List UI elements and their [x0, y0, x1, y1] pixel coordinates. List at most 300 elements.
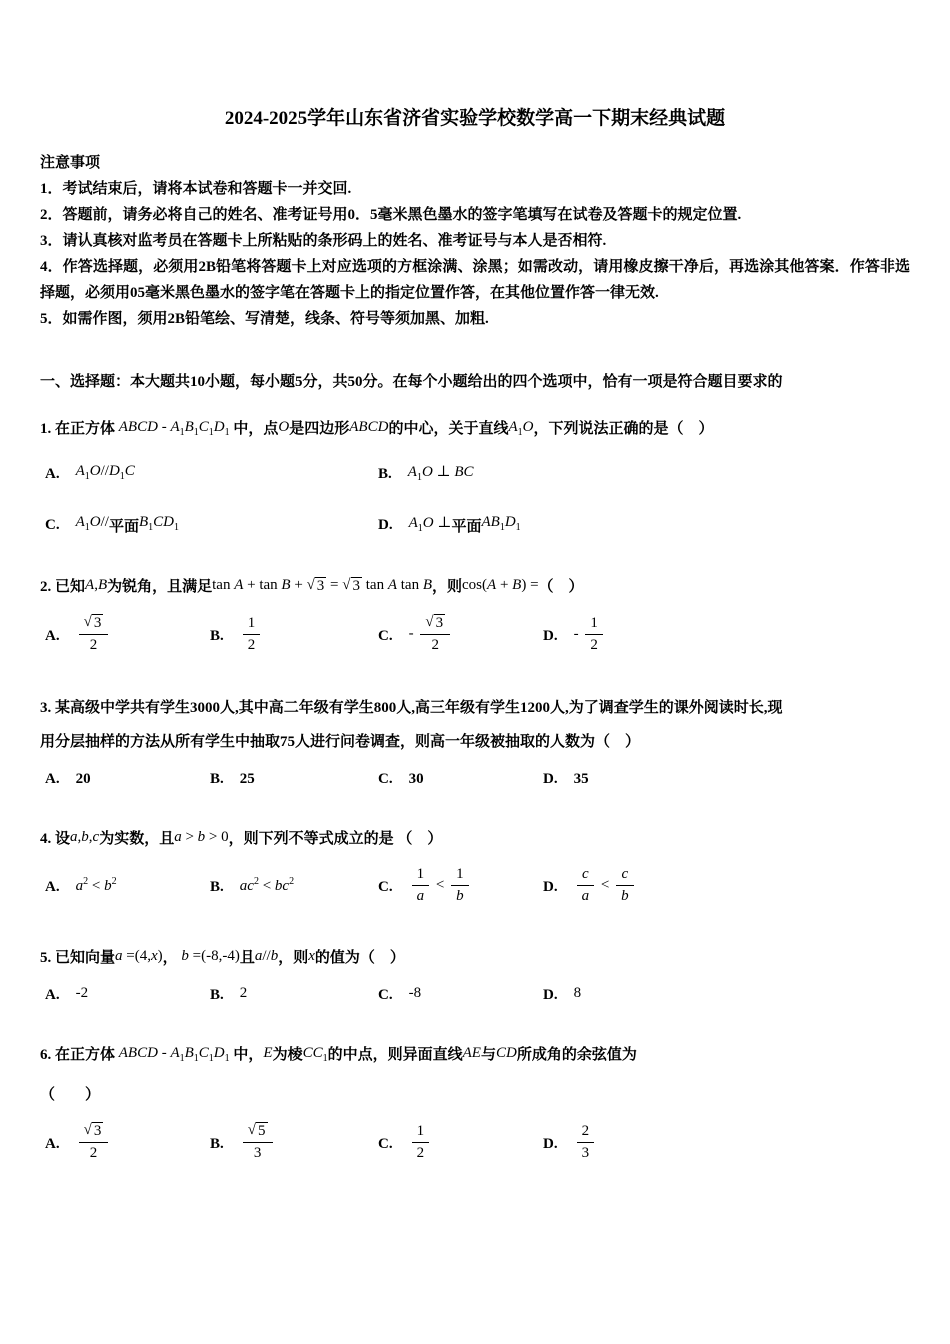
math-text: 2: [590, 636, 598, 653]
math-var: CD: [495, 1045, 517, 1061]
math-var: b: [456, 887, 464, 904]
math-var: A: [170, 419, 180, 435]
fraction: [451, 866, 469, 906]
question-2: [40, 570, 910, 657]
option-b: [373, 464, 910, 485]
math-text: =: [326, 577, 343, 593]
subscript: 1: [322, 1053, 328, 1064]
text-run: 25: [239, 770, 255, 787]
option-content: [574, 1122, 598, 1165]
notes-header: 注意事项: [40, 155, 101, 171]
math-text: -8: [408, 985, 422, 1001]
math-formula: [118, 1045, 230, 1064]
text-run: ，则: [278, 950, 309, 966]
math-formula: [496, 1045, 517, 1061]
radical-sign: √: [306, 577, 315, 593]
fraction: [616, 866, 634, 906]
text-run: （ ）: [40, 1087, 101, 1103]
option-c: [40, 515, 373, 536]
option-label: B.: [378, 466, 392, 482]
radicand: [256, 1122, 268, 1140]
math-var: D: [213, 419, 225, 435]
function-name: tan: [212, 577, 231, 593]
option-label: B.: [210, 627, 224, 644]
function-name: tan: [259, 577, 278, 593]
option-label: A.: [45, 466, 60, 482]
text-run: 20: [75, 770, 91, 787]
denominator: [577, 1143, 595, 1162]
math-var: ABCD: [349, 419, 389, 435]
option-label: C.: [378, 987, 393, 1003]
math-text: +: [243, 577, 260, 593]
math-var: D: [213, 1045, 225, 1061]
question-stem: [40, 412, 910, 452]
option-content: [76, 771, 91, 788]
option-label: C.: [45, 517, 60, 533]
option-content: [76, 616, 112, 657]
denominator: [412, 1143, 430, 1162]
numerator: [412, 1123, 430, 1143]
option-c: [373, 771, 538, 788]
function-name: tan: [400, 577, 420, 593]
math-text: <: [432, 876, 449, 893]
math-formula: [255, 948, 278, 964]
subscript: 1: [179, 1053, 185, 1064]
text-run: 是四边形: [289, 421, 350, 437]
text-run: 1. 在正方体: [40, 421, 119, 437]
numerator: [79, 614, 109, 635]
question-stem: [40, 1078, 910, 1112]
math-text: 1: [456, 865, 464, 882]
math-text: 3: [93, 615, 102, 631]
option-label: C.: [378, 770, 393, 787]
text-run: ，: [162, 950, 182, 966]
option-content: [574, 865, 637, 908]
text-run: 与: [480, 1047, 496, 1063]
math-var: a: [581, 887, 590, 904]
denominator: [412, 886, 430, 905]
subscript: 1: [119, 471, 125, 482]
text-run: 平面: [108, 519, 139, 535]
question-stem: [40, 822, 910, 856]
square-root: [84, 1122, 104, 1140]
radicand: [315, 577, 327, 595]
text-run: ，则: [432, 579, 463, 595]
note-item: 3．请认真核对监考员在答题卡上所粘贴的条形码上的姓名、准考证号与本人是否相符.: [40, 233, 607, 249]
option-d: [538, 1122, 910, 1165]
math-text: 5: [258, 1123, 266, 1139]
radicand: [351, 577, 363, 595]
math-var: A: [75, 514, 85, 530]
math-var: B: [512, 577, 522, 593]
math-text: 1: [416, 865, 425, 882]
text-run: 所成角的余弦值为: [516, 1047, 637, 1063]
text-run: 6. 在正方体: [40, 1047, 119, 1063]
math-text: -: [408, 625, 418, 642]
math-var: AB: [481, 514, 500, 530]
text-run: 为锐角，且满足: [107, 579, 213, 595]
text-run: 的值为（ ）: [314, 950, 405, 966]
math-text: 2: [89, 637, 98, 654]
option-content: [240, 987, 248, 1004]
math-formula: [181, 948, 239, 964]
option-content: [573, 614, 606, 657]
superscript: 2: [253, 875, 259, 887]
math-formula: [240, 985, 248, 1002]
math-var: b: [197, 828, 206, 845]
math-var: A: [508, 419, 518, 435]
math-formula: [574, 1123, 598, 1163]
subscript: 1: [179, 427, 185, 438]
math-formula: [76, 514, 109, 533]
math-var: A: [407, 464, 417, 480]
math-formula: [409, 614, 453, 655]
option-a: [40, 616, 205, 657]
numerator: [79, 1122, 109, 1143]
math-text: 2: [239, 985, 248, 1001]
math-text: //: [100, 514, 109, 530]
option-b: [205, 987, 373, 1004]
math-text: ⊥: [433, 515, 452, 531]
option-label: A.: [45, 627, 60, 644]
math-formula: [409, 1123, 433, 1163]
math-text: 2: [416, 1144, 425, 1161]
math-text: ,: [88, 828, 93, 845]
option-content: [76, 465, 135, 484]
radical-sign: √: [342, 577, 351, 593]
math-var: C: [198, 419, 209, 435]
option-a: [40, 465, 373, 484]
fraction: [577, 866, 595, 906]
math-text: -2: [75, 985, 89, 1001]
math-text: <: [88, 877, 105, 894]
math-var: CD: [153, 514, 174, 530]
option-label: B.: [210, 770, 224, 787]
text-run: 35: [573, 770, 589, 787]
math-formula: [240, 1122, 276, 1163]
square-root: [307, 577, 327, 595]
questions-list: [40, 412, 910, 1165]
math-var: B: [281, 577, 291, 593]
math-var: c: [582, 865, 589, 882]
notes-list: [40, 176, 910, 332]
option-content: [409, 987, 422, 1004]
options-grid: [40, 464, 910, 536]
math-text: //: [262, 948, 271, 964]
option-c: [373, 987, 538, 1004]
option-c: [373, 865, 538, 908]
math-formula: [240, 615, 264, 655]
math-var: O: [421, 464, 433, 480]
math-var: A: [170, 1045, 180, 1061]
fraction: [585, 615, 603, 655]
fraction: [79, 1122, 109, 1163]
option-label: B.: [210, 878, 224, 895]
option-content: [574, 771, 589, 788]
math-var: c: [92, 828, 100, 845]
options-grid: [40, 865, 910, 908]
option-c: [373, 1122, 538, 1165]
radicand: [92, 1122, 104, 1140]
question-stem: [40, 570, 910, 604]
math-text: 2: [247, 636, 256, 653]
function-name: cos: [462, 577, 483, 593]
subscript: 1: [193, 427, 199, 438]
math-formula: [409, 513, 452, 534]
option-content: [409, 1122, 433, 1165]
text-run: 5. 已知向量: [40, 950, 116, 966]
math-var: A: [487, 577, 497, 593]
math-text: =(-8,-4): [188, 948, 240, 964]
square-root: [84, 614, 104, 632]
math-var: AE: [462, 1045, 481, 1061]
section-header: 一、选择题：本大题共10小题，每小题5分，共50分。在每个小题给出的四个选项中，恰有一项是符合题目要求的: [40, 374, 783, 390]
math-formula: [508, 419, 534, 438]
math-formula: [463, 1045, 481, 1061]
superscript: 2: [111, 875, 117, 887]
option-content: [409, 616, 453, 657]
option-b: [205, 614, 373, 657]
math-text: ) =: [521, 577, 539, 593]
option-content: [408, 464, 474, 485]
option-b: [205, 875, 373, 897]
math-var: B: [422, 577, 432, 593]
text-run: 用分层抽样的方法从所有学生中抽取75人进行问卷调查，则高一年级被抽取的人数为（ ）: [40, 733, 641, 750]
radical-sign: √: [83, 1122, 92, 1138]
option-a: [40, 987, 205, 1004]
subscript: 1: [193, 1053, 199, 1064]
subscript: 1: [517, 427, 523, 438]
math-text: > 0: [205, 828, 229, 845]
radicand: [92, 614, 104, 632]
math-var: a: [416, 887, 425, 904]
option-label: C.: [378, 1135, 393, 1152]
fraction: [243, 615, 261, 655]
math-text: //: [100, 463, 109, 479]
option-d: [538, 865, 910, 908]
exam-title: 2024-2025学年山东省济省实验学校数学高一下期末经典试题: [224, 108, 726, 129]
math-var: O: [422, 515, 434, 531]
math-var: A: [408, 515, 418, 531]
math-var: b: [270, 948, 279, 964]
math-text: ⊥: [432, 464, 455, 480]
option-label: C.: [378, 627, 393, 644]
math-var: A: [85, 577, 95, 593]
math-var: b: [621, 887, 629, 904]
option-label: A.: [45, 1135, 60, 1152]
option-content: [240, 771, 255, 788]
numerator: [243, 615, 261, 635]
math-formula: [76, 614, 112, 655]
math-text: ,: [94, 577, 98, 593]
denominator: [79, 635, 109, 654]
note-item: 4．作答选择题，必须用2B铅笔将答题卡上对应选项的方框涂满、涂黑；如需改动，请用橡皮擦干净后，再选涂其他答案．作答非选择题，必须用05毫米黑色墨水的签字笔在答题卡上的指定位置作答，在其他位置作答一律无效.: [40, 259, 910, 301]
math-var: O: [522, 419, 534, 435]
options-grid: [40, 771, 910, 788]
option-label: D.: [543, 1135, 558, 1152]
subscript: 1: [224, 1053, 230, 1064]
math-formula: [76, 876, 117, 895]
math-text: 8: [573, 985, 582, 1001]
math-var: a: [75, 877, 84, 894]
text-run: 30: [408, 770, 424, 787]
text-run: 且: [239, 950, 255, 966]
option-content: [574, 987, 582, 1004]
math-formula: [263, 1045, 272, 1061]
subscript: 1: [173, 522, 179, 533]
math-formula: [76, 1122, 112, 1163]
math-var: a: [115, 948, 123, 964]
math-var: D: [504, 514, 516, 530]
text-run: 为实数，且: [99, 830, 175, 847]
note-item: 2．答题前，请务必将自己的姓名、准考证号用0．5毫米黑色墨水的签字笔填写在试卷及答题卡的规定位置.: [40, 207, 742, 223]
math-text: 2: [431, 637, 439, 654]
denominator: [585, 635, 603, 654]
option-d: [538, 771, 910, 788]
radicand: [434, 614, 446, 632]
option-d: [538, 614, 910, 657]
math-var: bc: [274, 877, 290, 894]
denominator: [79, 1143, 109, 1162]
math-text: 3: [581, 1144, 590, 1161]
math-formula: [462, 577, 539, 593]
math-formula: [76, 985, 89, 1002]
numerator: [616, 866, 634, 886]
math-var: C: [198, 1045, 209, 1061]
math-var: b: [181, 948, 189, 964]
math-var: a: [70, 828, 78, 845]
option-content: [76, 1124, 112, 1165]
option-a: [40, 1124, 205, 1165]
options-grid: [40, 616, 910, 657]
question-6: [40, 1038, 910, 1165]
math-formula: [240, 876, 294, 895]
math-text: 2: [89, 1145, 98, 1162]
option-label: A.: [45, 878, 60, 895]
option-label: C.: [378, 878, 393, 895]
square-root: [248, 1122, 268, 1140]
question-stem: [40, 691, 910, 725]
math-var: A: [234, 577, 244, 593]
option-d: [373, 515, 910, 536]
math-text: 1: [416, 1122, 425, 1139]
math-formula: [278, 419, 289, 435]
math-text: 1: [590, 614, 598, 631]
option-b: [205, 1124, 373, 1165]
numerator: [577, 1123, 595, 1143]
subscript: 1: [208, 427, 214, 438]
text-run: 的中点，则异面直线: [327, 1047, 463, 1063]
option-b: [205, 771, 373, 788]
radical-sign: √: [83, 614, 92, 630]
question-stem: [40, 941, 910, 975]
option-content: [75, 875, 117, 897]
math-formula: [409, 866, 472, 906]
subscript: 1: [515, 522, 521, 533]
denominator: [243, 1143, 273, 1162]
options-grid: [40, 987, 910, 1004]
math-var: A: [387, 577, 397, 593]
math-formula: [409, 985, 422, 1002]
option-d: [538, 987, 910, 1004]
denominator: [420, 635, 450, 654]
math-var: ABCD: [118, 419, 158, 435]
text-run: ，则下列不等式成立的是 （ ）: [228, 830, 443, 847]
subscript: 1: [84, 522, 90, 533]
option-content: [409, 865, 472, 908]
math-var: B: [184, 1045, 194, 1061]
superscript: 2: [289, 875, 295, 887]
math-var: ac: [239, 877, 254, 894]
option-label: B.: [210, 987, 224, 1003]
math-text: ): [157, 948, 163, 964]
math-text: +: [496, 577, 513, 593]
numerator: [420, 614, 450, 635]
subscript: 1: [84, 471, 90, 482]
math-formula: [139, 514, 179, 533]
math-formula: [118, 419, 230, 438]
math-formula: [302, 1045, 328, 1064]
math-text: >: [181, 828, 198, 845]
subscript: 1: [148, 522, 154, 533]
math-text: (: [482, 577, 488, 593]
radical-sign: √: [247, 1122, 256, 1138]
math-var: b: [104, 877, 112, 894]
math-formula: [76, 463, 135, 482]
text-run: 平面: [451, 519, 482, 535]
math-var: B: [97, 577, 108, 593]
math-var: O: [278, 419, 290, 435]
math-formula: [85, 577, 107, 593]
subscript: 1: [417, 523, 423, 534]
math-text: ,: [77, 828, 82, 845]
math-formula: [70, 829, 99, 845]
text-run: 2. 已知: [40, 579, 86, 595]
radical-sign: √: [425, 614, 434, 630]
math-formula: [574, 866, 637, 906]
math-text: 3: [435, 615, 444, 631]
math-var: O: [89, 463, 101, 479]
denominator: [243, 635, 261, 654]
numerator: [243, 1122, 273, 1143]
math-formula: [574, 985, 582, 1002]
math-text: 3: [316, 578, 325, 594]
fraction: [412, 866, 430, 906]
math-text: -: [157, 419, 171, 435]
square-root: [425, 614, 445, 632]
math-var: D: [108, 463, 120, 479]
subscript: 1: [208, 1053, 214, 1064]
math-text: =(4,: [122, 948, 151, 964]
numerator: [412, 866, 430, 886]
text-run: （ ）: [538, 579, 584, 595]
math-text: 2: [581, 1122, 590, 1139]
option-c: [373, 616, 538, 657]
text-run: 4. 设: [40, 830, 71, 847]
denominator: [577, 886, 595, 905]
math-var: B: [138, 514, 149, 530]
text-run: 中，: [229, 1047, 264, 1063]
fraction: [79, 614, 109, 655]
math-text: 3: [253, 1145, 262, 1162]
subscript: 1: [224, 427, 230, 438]
option-label: D.: [543, 987, 558, 1003]
option-content: [76, 515, 179, 536]
option-label: D.: [543, 878, 558, 895]
math-text: <: [258, 877, 275, 894]
math-var: c: [621, 865, 629, 882]
math-formula: [481, 514, 520, 533]
